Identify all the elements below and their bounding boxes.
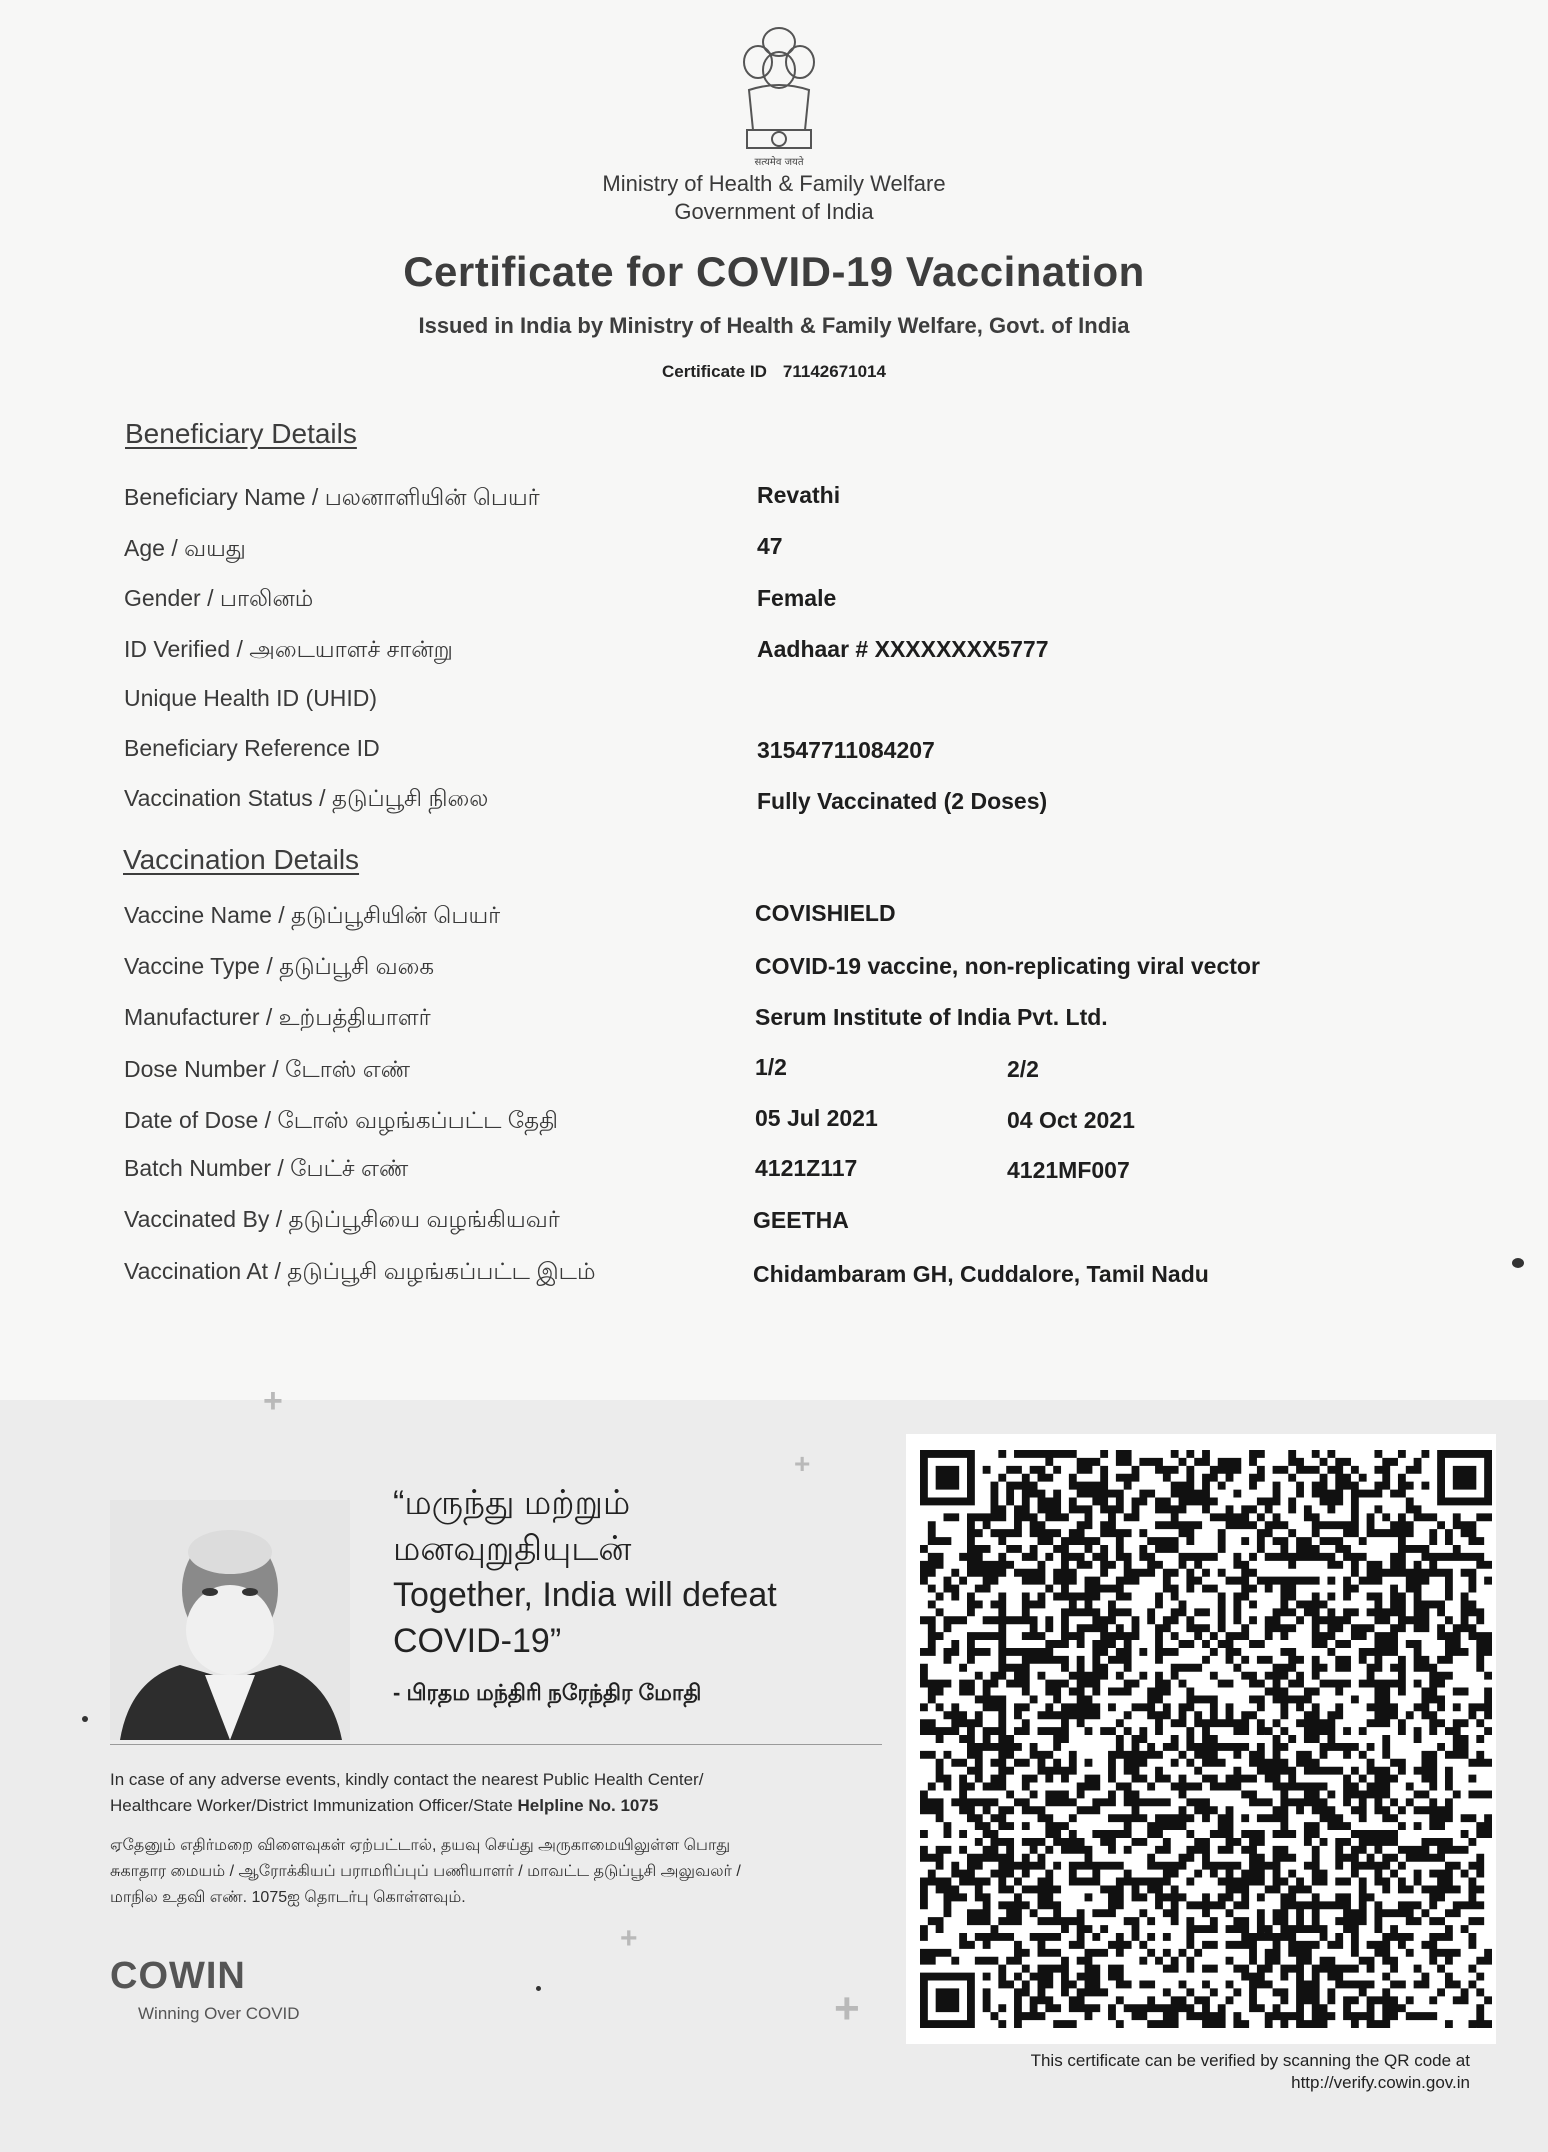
qr-code-modules — [920, 1450, 1492, 2028]
emblem-motto: सत्यमेव जयते — [754, 157, 804, 168]
plus-decoration-icon: + — [263, 1382, 283, 1420]
batch-number-label: Batch Number / பேட்ச் எண் — [124, 1155, 409, 1181]
age-label: Age / வயது — [124, 535, 246, 561]
speck — [536, 1986, 541, 1991]
beneficiary-name-value: Revathi — [757, 482, 841, 508]
vaccination-details-heading: Vaccination Details — [123, 844, 360, 875]
prime-minister-photo — [110, 1500, 350, 1740]
vaccinated-by-label: Vaccinated By / தடுப்பூசியை வழங்கியவர் — [124, 1206, 560, 1232]
vaccination-at-label: Vaccination At / தடுப்பூசி வழங்கப்பட்ட இடம் — [124, 1258, 596, 1284]
manufacturer-value: Serum Institute of India Pvt. Ltd. — [755, 1004, 1108, 1030]
plus-decoration-icon: + — [834, 1984, 860, 2033]
quote — [393, 1480, 777, 1664]
dose-number-value-2: 2/2 — [1007, 1056, 1039, 1082]
dose-number-label: Dose Number / டோஸ் எண் — [124, 1056, 411, 1082]
vaccination-status-label: Vaccination Status / தடுப்பூசி நிலை — [124, 785, 489, 811]
date-of-dose-label: Date of Dose / டோஸ் வழங்கப்பட்ட தேதி — [124, 1107, 558, 1133]
reference-id-value: 31547711084207 — [757, 737, 935, 763]
speck — [1512, 1258, 1524, 1268]
national-emblem-icon — [733, 20, 825, 170]
uhid-label: Unique Health ID (UHID) — [124, 685, 378, 711]
verification-url[interactable]: http://verify.cowin.gov.in — [1291, 2073, 1470, 2092]
adverse-events-tamil-2: சுகாதார மையம் / ஆரோக்கியப் பராமரிப்புப் பணியாளர் / மாவட்ட தடுப்பூசி அலுவலர் / — [110, 1863, 741, 1880]
vaccination-at-value: Chidambaram GH, Cuddalore, Tamil Nadu — [753, 1261, 1209, 1287]
quote-attribution: - பிரதம மந்திரி நரேந்திர மோதி — [393, 1680, 702, 1705]
beneficiary-details-heading: Beneficiary Details — [125, 418, 357, 449]
cowin-tagline: Winning Over COVID — [138, 2004, 300, 2023]
beneficiary-name-label: Beneficiary Name / பலனாளியின் பெயர் — [124, 484, 540, 510]
adverse-events-tamil-3: மாநில உதவி எண். 1075ஐ தொடர்பு கொள்ளவும். — [110, 1889, 466, 1906]
ministry-line-1: Ministry of Health & Family Welfare — [602, 171, 946, 196]
vaccine-type-label: Vaccine Type / தடுப்பூசி வகை — [124, 953, 435, 979]
certificate-subtitle: Issued in India by Ministry of Health & Family Welfare, Govt. of India — [418, 313, 1130, 338]
divider — [110, 1744, 882, 1745]
date-of-dose-value-2: 04 Oct 2021 — [1007, 1107, 1135, 1133]
adverse-events-line-2-text: Healthcare Worker/District Immunization Officer/State — [110, 1796, 518, 1815]
plus-decoration-icon: + — [794, 1448, 811, 1479]
quote-line-1: “மருந்து மற்றும் — [393, 1484, 631, 1522]
batch-number-value-1: 4121Z117 — [755, 1155, 858, 1181]
gender-value: Female — [757, 585, 837, 611]
certificate-id — [0, 362, 1548, 382]
ministry-name — [0, 170, 1548, 226]
id-verified-value: Aadhaar # XXXXXXXX5777 — [757, 636, 1049, 662]
speck — [82, 1716, 88, 1722]
certificate-id-value: 71142671014 — [782, 362, 886, 381]
quote-line-3: Together, India will defeat — [393, 1576, 777, 1614]
certificate-title: Certificate for COVID-19 Vaccination — [403, 248, 1145, 295]
date-of-dose-value-1: 05 Jul 2021 — [755, 1105, 878, 1131]
age-value: 47 — [757, 533, 783, 559]
reference-id-label: Beneficiary Reference ID — [124, 735, 380, 761]
gender-label: Gender / பாலினம் — [124, 585, 314, 611]
vaccinated-by-value: GEETHA — [753, 1207, 849, 1233]
plus-decoration-icon: + — [620, 1922, 638, 1955]
dose-number-value-1: 1/2 — [755, 1054, 787, 1080]
vaccine-type-value: COVID-19 vaccine, non-replicating viral vector — [755, 953, 1260, 979]
quote-line-2: மனவுறுதியுடன் — [393, 1530, 632, 1568]
vaccine-name-value: COVISHIELD — [755, 900, 896, 926]
ministry-line-2: Government of India — [674, 199, 874, 224]
helpline-number: Helpline No. 1075 — [517, 1796, 659, 1815]
vaccination-status-value: Fully Vaccinated (2 Doses) — [757, 788, 1048, 814]
vaccine-name-label: Vaccine Name / தடுப்பூசியின் பெயர் — [124, 902, 501, 928]
cowin-logo: COWIN — [110, 1955, 246, 1997]
manufacturer-label: Manufacturer / உற்பத்தியாளர் — [124, 1004, 431, 1030]
qr-code[interactable] — [920, 1450, 1492, 2028]
batch-number-value-2: 4121MF007 — [1007, 1157, 1130, 1183]
quote-line-4: COVID-19” — [393, 1622, 562, 1660]
certificate-id-label: Certificate ID — [662, 362, 767, 381]
adverse-events-line-2 — [110, 1796, 658, 1816]
adverse-events-tamil-1: ஏதேனும் எதிர்மறை விளைவுகள் ஏற்பட்டால், தயவு செய்து அருகாமையிலுள்ள பொது — [110, 1837, 731, 1854]
id-verified-label: ID Verified / அடையாளச் சான்று — [124, 636, 453, 662]
verification-note-line-1: This certificate can be verified by scanning the QR code at — [1030, 2051, 1470, 2070]
verification-note — [880, 2050, 1470, 2094]
adverse-events-line-1: In case of any adverse events, kindly contact the nearest Public Health Center/ — [110, 1770, 704, 1789]
